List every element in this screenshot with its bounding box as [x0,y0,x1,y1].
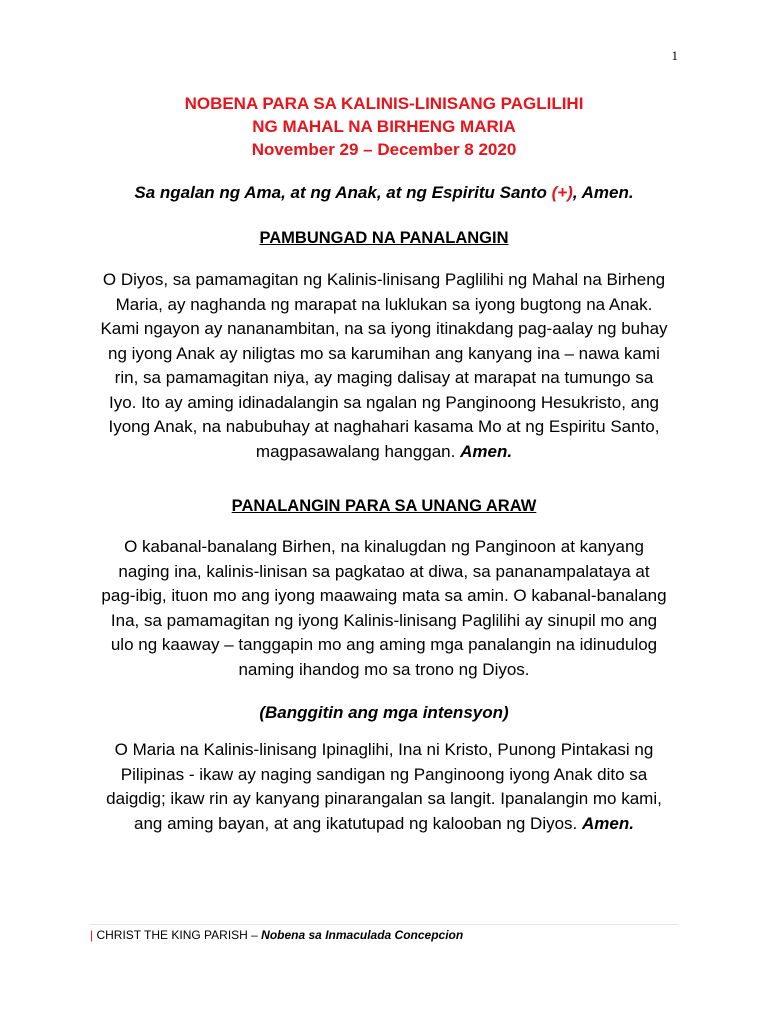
opening-prayer-text [84,268,684,464]
prayer-line: Iyo. Ito ay aming idinadalangin sa ngalan ng Panginoong Hesukristo, ang [108,392,660,412]
page-footer [90,924,678,943]
title-dates: November 29 – December 8 2020 [251,140,517,159]
prayer-line: Pilipinas - ikaw ay naging sandigan ng Panginoong iyong Anak dito sa [120,764,648,784]
prayer-line: O Diyos, sa pamamagitan ng Kalinis-linisang Paglilihi ng Mahal na Birheng [102,270,666,289]
prayer-line: naming ihandog mo sa trono ng Diyos. [238,659,530,679]
prayer-line: daigdig; ikaw rin ay kanyang pinarangalan sa langit. Ipanalangin mo kami, [106,789,662,808]
opening-prayer-heading: PAMBUNGAD NA PANALANGIN [259,229,509,247]
prayer-line-last [84,440,684,465]
footer-dash: – [247,928,262,942]
document-body [84,92,684,836]
prayer-line: O kabanal-banalang Birhen, na kinalugdan ng Panginoon at kanyang [124,537,644,556]
prayer-line-last [84,812,684,837]
first-day-prayer-heading: PANALANGIN PARA SA UNANG ARAW [231,497,537,515]
invocation [84,181,684,205]
invocation-text: Sa ngalan ng Ama, at ng Anak, at ng Espiritu Santo [134,183,547,202]
prayer-line-text: ang aming bayan, at ang ikatutupad ng kalooban ng Diyos. [134,813,578,833]
prayer-line: ng iyong Anak ay niligtas mo sa karumihan ang kanyang ina – nawa kami [108,343,660,363]
footer-parish: CHRIST THE KING PARISH [96,928,248,942]
first-day-prayer-text [84,535,684,682]
intentions-instruction: (Banggitin ang mga intensyon) [259,703,509,722]
prayer-line: rin, sa pamamagitan niya, ay maging dalisay at marapat na tumungo sa [114,368,654,387]
prayer-line: pag-ibig, ituon mo ang iyong maawaing mata sa amin. O kabanal-banalang [101,586,667,605]
document-title [84,92,684,161]
prayer-line: O Maria na Kalinis-linisang Ipinaglihi, Ina ni Kristo, Punong Pintakasi ng [114,740,654,759]
amen: Amen. [582,813,634,833]
invocation-closing: , Amen. [572,183,634,202]
prayer-line: Kami ngayon ay nananambitan, na sa iyong itinakdang pag-aalay ng buhay [100,319,668,338]
prayer-line: naging ina, kalinis-linisan sa pagkatao at diwa, sa pananampalataya at [118,561,650,581]
title-line-2: NG MAHAL NA BIRHENG MARIA [252,117,516,136]
prayer-line: Ina, sa pamamagitan ng iyong Kalinis-linisang Paglilihi ay sinupil mo ang [110,610,658,630]
footer-separator: | [90,928,94,942]
footer-subtitle: Nobena sa Inmaculada Concepcion [261,928,464,942]
prayer-line: Maria, ay naghanda ng marapat na luklukan sa iyong bugtong na Anak. [115,294,653,314]
prayer-line: ulo ng kaaway – tanggapin mo ang aming mga panalangin na idinudulog [110,635,658,654]
prayer-line: Iyong Anak, na nabubuhay at naghahari kasama Mo at ng Espiritu Santo, [108,417,660,436]
closing-prayer-text [84,738,684,836]
page-number: 1 [671,48,678,63]
prayer-line-text: magpasawalang hanggan. [255,441,456,461]
sign-of-cross: (+) [551,183,573,202]
amen: Amen. [460,441,513,461]
title-line-1: NOBENA PARA SA KALINIS-LINISANG PAGLILIHI [184,94,584,113]
